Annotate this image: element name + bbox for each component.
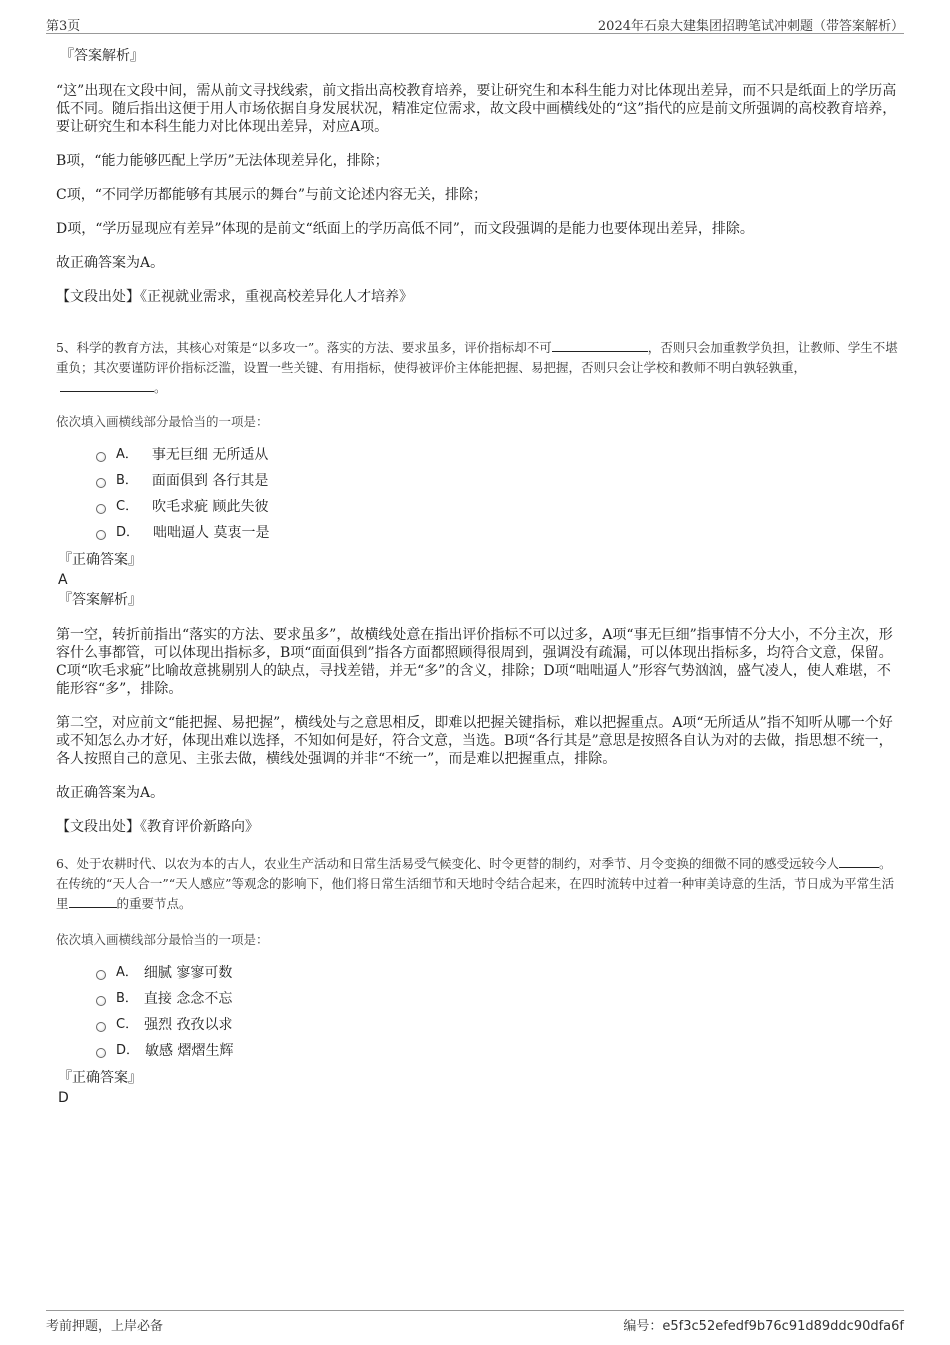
question-6-option-a[interactable]: [96, 960, 898, 986]
question-5-option-d[interactable]: [96, 520, 898, 546]
radio-icon[interactable]: [96, 452, 106, 462]
question-6-option-b[interactable]: [96, 986, 898, 1012]
radio-icon[interactable]: [96, 530, 106, 540]
correct-answer-label: 『正确答案』: [58, 1070, 142, 1086]
analysis-paragraph: “这”出现在文段中间，需从前文寻找线索，前文指出高校教育培养，要让研究生和本科生能力对比体现出差异，而不只是纸面上的学历高低不同。随后指出这便于用人市场依据自身发展状况，精准定位需求，故文段中画横线处的“这”指代的应是前文所强调的高校教育培养，要让研究生和本科生能力对比体现出差异，对应A项。: [56, 83, 897, 135]
option-text: 细腻 寥寥可数: [143, 965, 233, 981]
question-6-blank-1: [839, 855, 879, 868]
option-letter: D．: [116, 1043, 140, 1058]
question-5-option-a[interactable]: [96, 442, 898, 468]
answer-conclusion: 故正确答案为A。: [56, 255, 165, 271]
footer-code-label: 编号：: [623, 1319, 663, 1334]
analysis-option-b: B项，“能力能够匹配上学历”无法体现差异化，排除；: [56, 153, 389, 169]
option-letter: C．: [116, 499, 139, 514]
page-number: 第3页: [46, 19, 81, 34]
footer-code: [623, 1315, 904, 1334]
option-text: 强烈 孜孜以求: [144, 1017, 233, 1033]
question-5-option-b[interactable]: [96, 468, 898, 494]
question-6-text: [56, 854, 898, 914]
page-footer: [46, 1310, 904, 1334]
question-5-conclusion: 故正确答案为A。: [56, 785, 165, 801]
question-5-answer: A: [58, 572, 68, 588]
analysis-label: 『答案解析』: [58, 592, 142, 608]
option-letter: D．: [116, 525, 140, 540]
question-5-blank-2: [60, 379, 154, 392]
document-title: 2024年石泉大建集团招聘笔试冲刺题（带答案解析）: [597, 19, 904, 34]
radio-icon[interactable]: [96, 1022, 106, 1032]
question-6-option-d[interactable]: [96, 1038, 898, 1064]
page-content: [56, 46, 898, 1108]
option-letter: A．: [116, 447, 138, 462]
correct-answer-label: 『正确答案』: [58, 552, 142, 568]
radio-icon[interactable]: [96, 504, 106, 514]
source-prefix: 【文段出处】: [56, 289, 140, 305]
radio-icon[interactable]: [96, 1048, 106, 1058]
radio-icon[interactable]: [96, 478, 106, 488]
question-6-option-c[interactable]: [96, 1012, 898, 1038]
question-6-part-a: 6、处于农耕时代、以农为本的古人，农业生产活动和日常生活易受气候变化、时令更替的制约，对季节、月令变换的细微不同的感受远较今人: [56, 856, 839, 871]
option-text: 事无巨细 无所适从: [151, 447, 269, 463]
question-6-prompt: 依次填入画横线部分最恰当的一项是：: [56, 932, 269, 947]
question-5-analysis-1: 第一空，转折前指出“落实的方法、要求虽多”，故横线处意在指出评价指标不可以过多，A项“事无巨细”指事情不分大小，不分主次，形容什么事都管，可以体现出指标多，B项“面面俱到”指各方面都照顾得很周到，强调没有疏漏，可以体现出指标多，均符合文意，保留。C项“吹毛求疵”比喻故意挑剔别人的缺点，寻找差错，并无“多”的含义，排除；D项“咄咄逼人”形容气势汹汹，盛气凌人，使人难堪，不能形容“多”，排除。: [56, 627, 893, 697]
question-6-part-c: 的重要节点。: [116, 896, 192, 911]
question-5-prompt: 依次填入画横线部分最恰当的一项是：: [56, 414, 269, 429]
source-title: 《正视就业需求，重视高校差异化人才培养》: [140, 289, 413, 305]
question-6-blank-2: [69, 895, 117, 908]
radio-icon[interactable]: [96, 970, 106, 980]
option-letter: B．: [116, 473, 138, 488]
question-5-options: [96, 442, 898, 546]
option-text: 咄咄逼人 莫衷一是: [153, 525, 270, 541]
analysis-option-c: C项，“不同学历都能够有其展示的舞台”与前文论述内容无关，排除；: [56, 187, 488, 203]
question-5-part-a: 5、科学的教育方法，其核心对策是“以多攻一”。落实的方法、要求虽多，评价指标却不可: [56, 340, 552, 355]
radio-icon[interactable]: [96, 996, 106, 1006]
question-5-part-c: 。: [154, 380, 167, 395]
question-6-part-b: 。在传统的“天人合一”“天人感应”等观念的影响下，他们将日常生活细节和天地时令结合起来，在四时流转中过着一种审美诗意的生活，节日成为平常生活里: [56, 856, 895, 911]
question-5-source: [56, 818, 898, 836]
question-5-part-b: ，否则只会加重教学负担，让教师、学生不堪重负；其次要谨防评价指标泛滥，设置一些关键、有用指标，使得被评价主体能把握、易把握，否则只会让学校和教师不明白孰轻孰重，: [56, 340, 898, 375]
page-header: [46, 13, 904, 34]
analysis-label: 『答案解析』: [60, 48, 144, 64]
question-5-analysis-2: 第二空，对应前文“能把握、易把握”，横线处与之意思相反，即难以把握关键指标，难以把握重点。A项“无所适从”指不知听从哪一个好或不知怎么办才好，体现出难以选择，不知如何是好，符合文意，当选。B项“各行其是”意思是按照各自认为对的去做，指思想不统一，各人按照自己的意见、主张去做，横线处强调的并非“不统一”，而是难以把握重点，排除。: [56, 715, 893, 767]
option-text: 敏感 熠熠生辉: [145, 1043, 234, 1059]
footer-slogan: 考前押题，上岸必备: [46, 1319, 164, 1334]
option-text: 吹毛求疵 顾此失彼: [152, 499, 269, 515]
option-letter: A．: [116, 965, 138, 980]
option-letter: C．: [116, 1017, 139, 1032]
footer-code-value: e5f3c52efedf9b76c91d89ddc90dfa6f: [662, 1319, 904, 1334]
question-5-option-c[interactable]: [96, 494, 898, 520]
analysis-option-d: D项，“学历显现应有差异”体现的是前文“纸面上的学历高低不同”，而文段强调的是能力也要体现出差异，排除。: [56, 221, 754, 237]
option-text: 直接 念念不忘: [143, 991, 233, 1007]
option-text: 面面俱到 各行其是: [151, 473, 269, 489]
option-letter: B．: [116, 991, 138, 1006]
question-5-text: [56, 338, 898, 398]
source-title: 《教育评价新路向》: [140, 819, 259, 835]
source-prefix: 【文段出处】: [56, 819, 140, 835]
question-6-answer: D: [58, 1090, 69, 1106]
question-6-options: [96, 960, 898, 1064]
question-5-blank-1: [552, 339, 648, 352]
source-line: [56, 288, 898, 306]
